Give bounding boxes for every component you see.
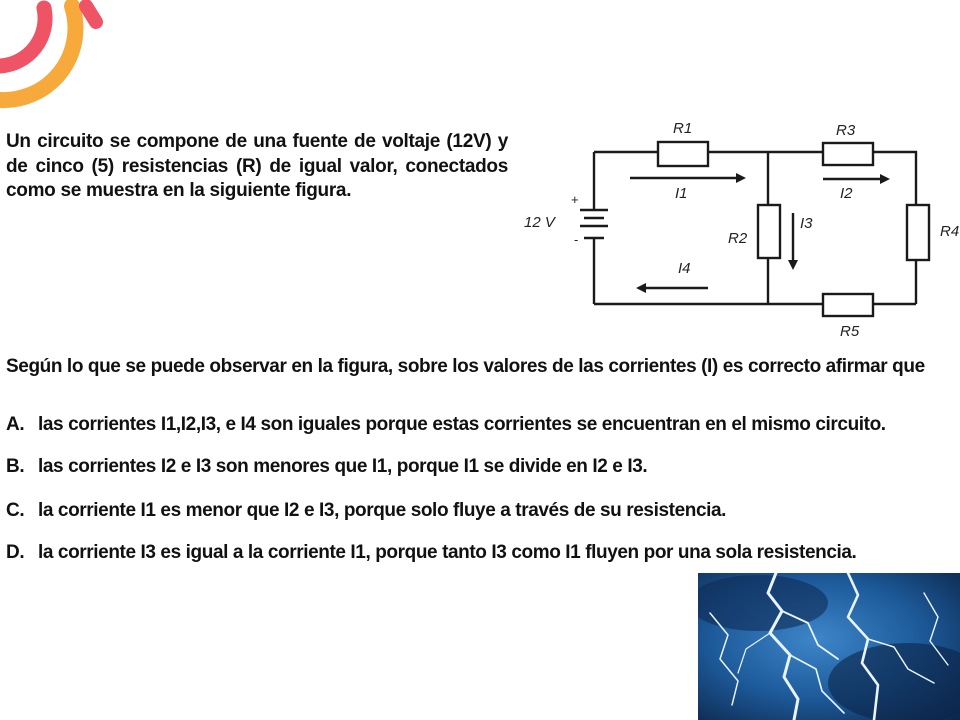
label-r2: R2: [728, 230, 748, 247]
label-r4: R4: [940, 223, 960, 240]
option-c[interactable]: [6, 500, 726, 522]
wire-top-main: [594, 152, 916, 304]
arrowhead-i4: [636, 283, 646, 293]
arrowhead-i2: [880, 174, 890, 184]
arrowhead-i1: [736, 173, 746, 183]
option-d[interactable]: [6, 542, 856, 564]
label-minus: -: [574, 232, 579, 247]
label-i2: I2: [840, 185, 853, 202]
option-c-letter: C.: [6, 500, 25, 521]
label-r1: R1: [673, 120, 693, 137]
resistor-r4: [907, 205, 929, 260]
option-c-text: la corriente I1 es menor que I2 e I3, porque solo fluye a través de su resistencia.: [38, 500, 727, 521]
label-plus: +: [571, 192, 579, 207]
label-i4: I4: [678, 260, 691, 277]
option-a[interactable]: [6, 414, 886, 436]
question-prompt: Según lo que se puede observar en la figura, sobre los valores de las corrientes (I) es correcto afirmar que: [6, 356, 925, 377]
arrowhead-i3: [788, 260, 798, 270]
option-d-text: la corriente I3 es igual a la corriente I1, porque tanto I3 como I1 fluyen por una sola resistencia.: [38, 542, 857, 563]
option-a-letter: A.: [6, 414, 25, 435]
label-r3: R3: [836, 122, 856, 139]
label-i3: I3: [800, 215, 813, 232]
decorative-corner-arcs: [0, 0, 110, 110]
option-a-text: las corrientes I1,I2,I3, e I4 son iguales porque estas corrientes se encuentran en el mismo circuito.: [38, 414, 886, 435]
resistor-r3: [823, 143, 873, 165]
resistor-r5: [823, 294, 873, 316]
lightning-storm-photo: [698, 573, 960, 720]
option-d-letter: D.: [6, 542, 25, 563]
resistor-r2: [758, 205, 780, 258]
problem-statement: Un circuito se compone de una fuente de voltaje (12V) y de cinco (5) resistencias (R) de igual valor, conectados como se muestra en la siguiente figura.: [6, 131, 508, 201]
resistor-r1: [658, 142, 708, 166]
label-r5: R5: [840, 323, 860, 340]
label-source: 12 V: [524, 214, 555, 231]
label-i1: I1: [675, 185, 688, 202]
option-b-letter: B.: [6, 456, 25, 477]
option-b-text: las corrientes I2 e I3 son menores que I1, porque I1 se divide en I2 e I3.: [38, 456, 648, 477]
option-b[interactable]: [6, 456, 647, 478]
circuit-diagram: [518, 110, 960, 348]
